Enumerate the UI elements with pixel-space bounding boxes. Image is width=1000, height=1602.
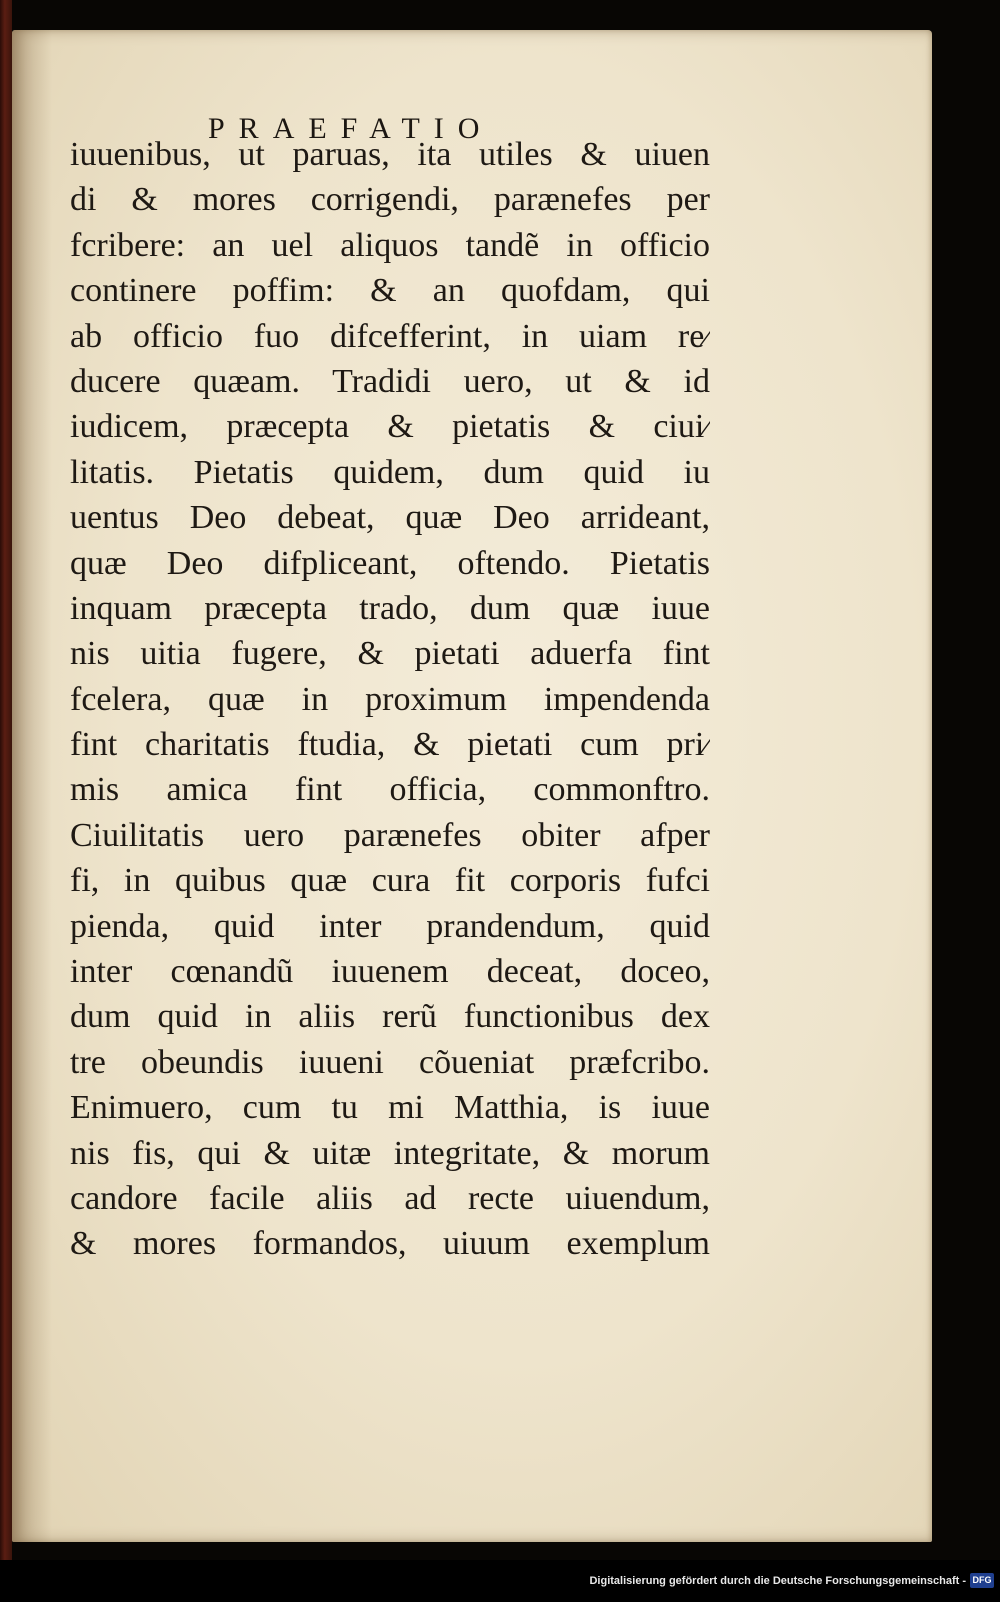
text-line: inter cœnandũ iuuenem deceat, doceo, (70, 953, 710, 991)
text-line: tre obeundis iuueni cõueniat præfcribo. (70, 1043, 710, 1081)
text-line: inquam præcepta trado, dum quæ iuue (70, 589, 710, 627)
text-line: nis fis, qui & uitæ integritate, & morum (70, 1134, 710, 1172)
text-line: mis amica fint officia, commonftro. (70, 771, 710, 809)
footer-bar (0, 1560, 1000, 1602)
page-text-block (70, 132, 710, 1267)
text-line: fcelera, quæ in proximum impendenda (70, 680, 710, 718)
text-line: litatis. Pietatis quidem, dum quid iu (70, 453, 710, 491)
running-header: PRAEFATIO (208, 112, 494, 145)
text-line: ducere quæam. Tradidi uero, ut & id (70, 362, 710, 400)
text-line: uentus Deo debeat, quæ Deo arrideant, (70, 499, 710, 537)
text-line: candore facile aliis ad recte uiuendum, (70, 1179, 710, 1217)
text-line: Ciuilitatis uero parænefes obiter afper (70, 816, 710, 854)
text-line: continere poffim: & an quofdam, qui (70, 272, 710, 310)
text-line: fcribere: an uel aliquos tandẽ in officio (70, 226, 710, 264)
text-line: quæ Deo difpliceant, oftendo. Pietatis (70, 544, 710, 582)
text-line: di & mores corrigendi, parænefes per (70, 181, 710, 219)
text-line: pienda, quid inter prandendum, quid (70, 907, 710, 945)
text-line: fi, in quibus quæ cura fit corporis fufci (70, 862, 710, 900)
text-line: ab officio fuo difcefferint, in uiam re⁄ (70, 317, 710, 355)
text-line: Enimuero, cum tu mi Matthia, is iuue (70, 1089, 710, 1127)
text-line: & mores formandos, uiuum exemplum (70, 1225, 710, 1263)
text-line: dum quid in aliis rerũ functionibus dex (70, 998, 710, 1036)
text-line: nis uitia fugere, & pietati aduerfa fint (70, 635, 710, 673)
text-line: fint charitatis ftudia, & pietati cum pri⁄ (70, 726, 710, 764)
text-line: iuuenibus, ut paruas, ita utiles & uiuen (70, 136, 710, 173)
book-binding-edge (0, 0, 12, 1560)
digitization-credit: Digitalisierung gefördert durch die Deutsche Forschungsgemeinschaft - (589, 1575, 966, 1587)
text-line: iudicem, præcepta & pietatis & ciui⁄ (70, 408, 710, 446)
dfg-logo: DFG (970, 1573, 994, 1588)
